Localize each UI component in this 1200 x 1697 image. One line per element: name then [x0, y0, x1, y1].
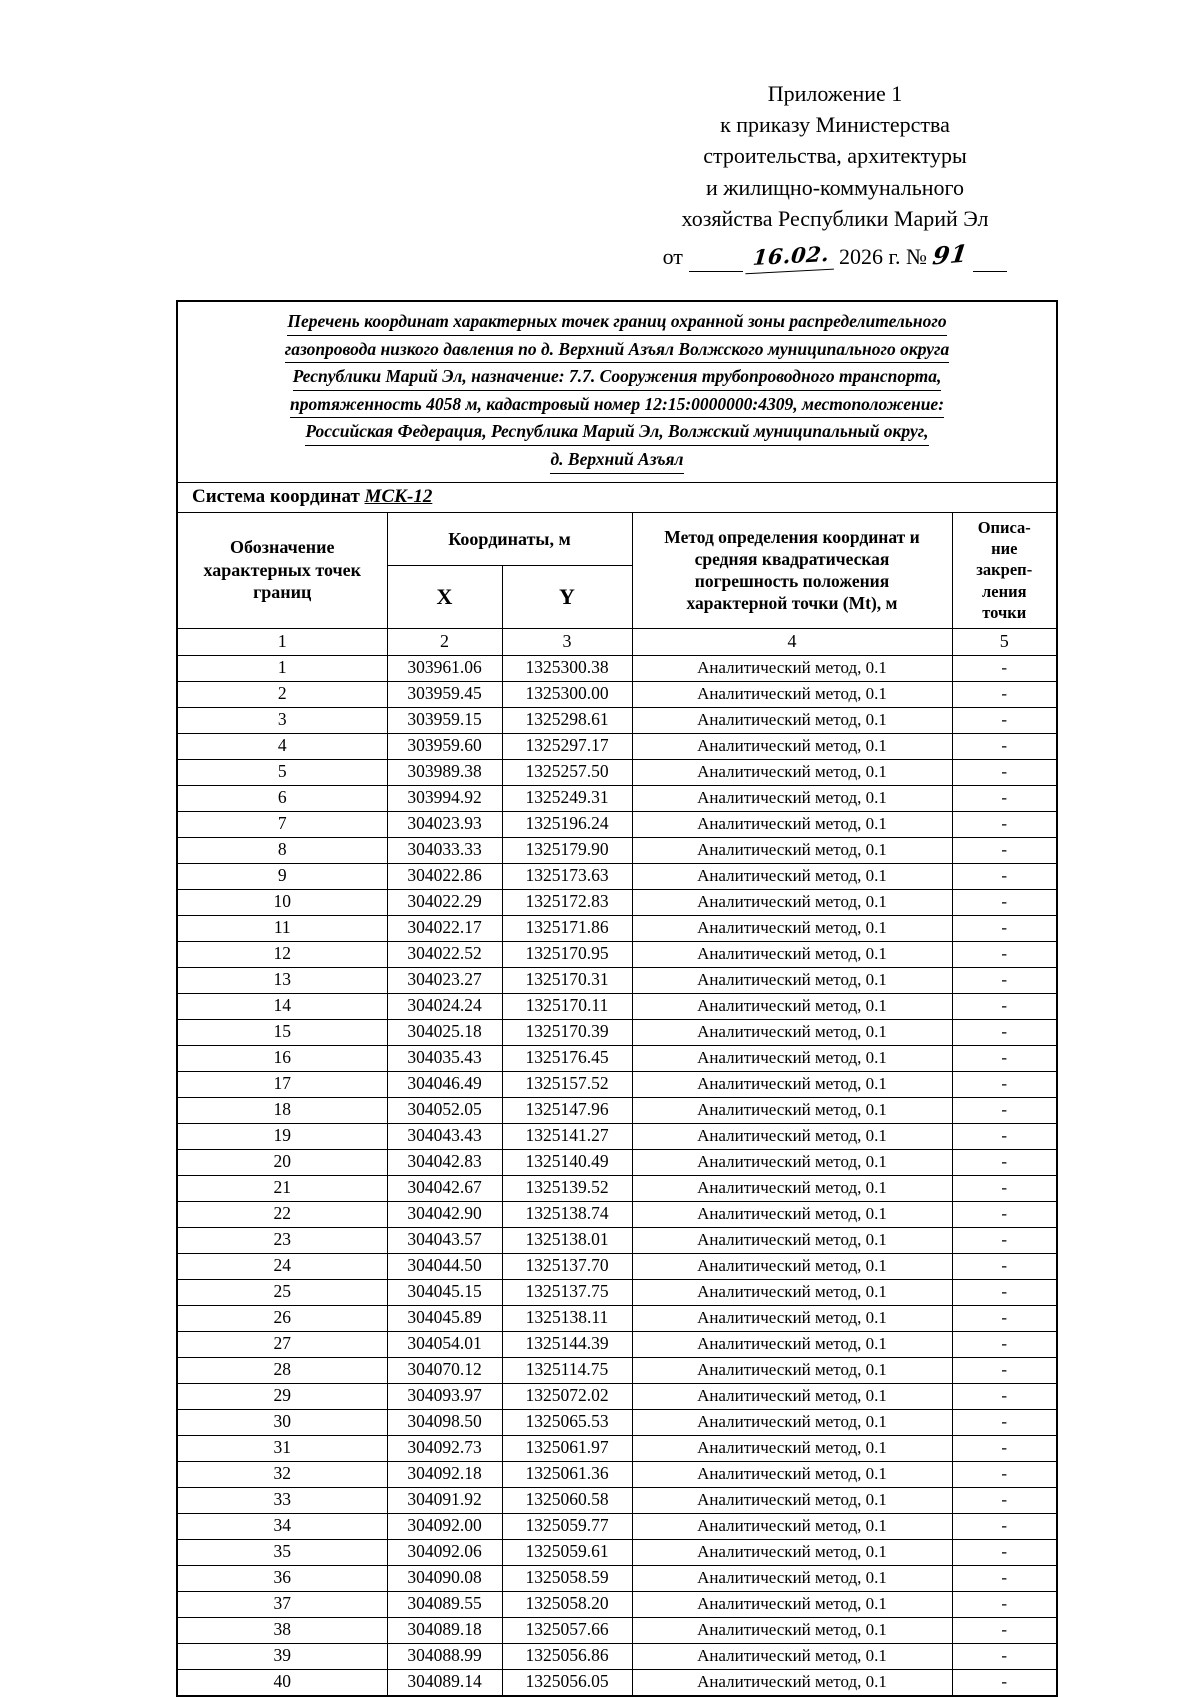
- cell-y: 1325138.01: [502, 1227, 632, 1253]
- cell-y: 1325137.75: [502, 1279, 632, 1305]
- cell-y: 1325147.96: [502, 1097, 632, 1123]
- cell-method: Аналитический метод, 0.1: [632, 1539, 952, 1565]
- cell-point-number: 32: [177, 1461, 387, 1487]
- cell-x: 304042.67: [387, 1175, 502, 1201]
- cell-y: 1325061.97: [502, 1435, 632, 1461]
- cell-x: 304042.90: [387, 1201, 502, 1227]
- cell-method: Аналитический метод, 0.1: [632, 1565, 952, 1591]
- cell-point-number: 15: [177, 1019, 387, 1045]
- cell-x: 304033.33: [387, 837, 502, 863]
- cell-method: Аналитический метод, 0.1: [632, 1617, 952, 1643]
- table-row: [177, 1175, 1057, 1201]
- cell-y: 1325297.17: [502, 733, 632, 759]
- header-description: [952, 512, 1057, 628]
- cell-method: Аналитический метод, 0.1: [632, 837, 952, 863]
- cell-description: -: [952, 1097, 1057, 1123]
- cell-x: 304090.08: [387, 1565, 502, 1591]
- cell-point-number: 6: [177, 785, 387, 811]
- cell-method: Аналитический метод, 0.1: [632, 785, 952, 811]
- table-row: [177, 863, 1057, 889]
- header-method: [632, 512, 952, 628]
- cell-point-number: 27: [177, 1331, 387, 1357]
- column-header-row-1: [177, 512, 1057, 566]
- header-designation-line-1: Обозначение: [229, 537, 335, 558]
- cell-x: 303961.06: [387, 655, 502, 681]
- cell-method: Аналитический метод, 0.1: [632, 1331, 952, 1357]
- cell-point-number: 17: [177, 1071, 387, 1097]
- column-number-4: 4: [632, 628, 952, 655]
- cell-point-number: 21: [177, 1175, 387, 1201]
- table-row: [177, 785, 1057, 811]
- table-row: [177, 1487, 1057, 1513]
- cell-point-number: 38: [177, 1617, 387, 1643]
- table-row: [177, 1643, 1057, 1669]
- cell-description: -: [952, 1669, 1057, 1696]
- table-row: [177, 1383, 1057, 1409]
- column-number-5: 5: [952, 628, 1057, 655]
- cell-y: 1325137.70: [502, 1253, 632, 1279]
- table-row: [177, 837, 1057, 863]
- cell-point-number: 25: [177, 1279, 387, 1305]
- cell-description: -: [952, 1071, 1057, 1097]
- cell-description: -: [952, 785, 1057, 811]
- column-number-1: 1: [177, 628, 387, 655]
- table-row: [177, 1123, 1057, 1149]
- cell-method: Аналитический метод, 0.1: [632, 1305, 952, 1331]
- cell-y: 1325144.39: [502, 1331, 632, 1357]
- cell-x: 304043.57: [387, 1227, 502, 1253]
- cell-y: 1325060.58: [502, 1487, 632, 1513]
- table-row: [177, 811, 1057, 837]
- cell-point-number: 18: [177, 1097, 387, 1123]
- cell-point-number: 30: [177, 1409, 387, 1435]
- cell-description: -: [952, 1019, 1057, 1045]
- cell-x: 304070.12: [387, 1357, 502, 1383]
- cell-description: -: [952, 1617, 1057, 1643]
- cell-point-number: 13: [177, 967, 387, 993]
- table-row: [177, 1201, 1057, 1227]
- cell-point-number: 20: [177, 1149, 387, 1175]
- cell-method: Аналитический метод, 0.1: [632, 681, 952, 707]
- cell-method: Аналитический метод, 0.1: [632, 1097, 952, 1123]
- cell-method: Аналитический метод, 0.1: [632, 941, 952, 967]
- cell-x: 304093.97: [387, 1383, 502, 1409]
- cell-method: Аналитический метод, 0.1: [632, 1669, 952, 1696]
- cell-x: 304089.14: [387, 1669, 502, 1696]
- header-designation-line-3: границ: [253, 582, 312, 603]
- cell-y: 1325138.11: [502, 1305, 632, 1331]
- header-description-line-3: закреп-: [976, 560, 1033, 580]
- title-line-6: д. Верхний Азъял: [550, 446, 683, 474]
- cell-point-number: 36: [177, 1565, 387, 1591]
- cell-y: 1325059.61: [502, 1539, 632, 1565]
- date-prefix-label: от: [662, 244, 683, 270]
- cell-x: 304022.29: [387, 889, 502, 915]
- cell-x: 304025.18: [387, 1019, 502, 1045]
- table-row: [177, 967, 1057, 993]
- cell-y: 1325139.52: [502, 1175, 632, 1201]
- table-row: [177, 681, 1057, 707]
- cell-x: 304052.05: [387, 1097, 502, 1123]
- cell-x: 304022.17: [387, 915, 502, 941]
- cell-x: 304089.18: [387, 1617, 502, 1643]
- table-row: [177, 1539, 1057, 1565]
- cell-description: -: [952, 655, 1057, 681]
- column-number-row: [177, 628, 1057, 655]
- cell-x: 304098.50: [387, 1409, 502, 1435]
- cell-description: -: [952, 707, 1057, 733]
- cell-method: Аналитический метод, 0.1: [632, 1227, 952, 1253]
- header-coordinates-group: Координаты, м: [387, 512, 632, 566]
- cell-x: 304046.49: [387, 1071, 502, 1097]
- header-designation-line-2: характерных точек: [203, 559, 362, 580]
- cell-y: 1325170.95: [502, 941, 632, 967]
- cell-description: -: [952, 1487, 1057, 1513]
- cell-point-number: 14: [177, 993, 387, 1019]
- cell-point-number: 33: [177, 1487, 387, 1513]
- cell-x: 304092.73: [387, 1435, 502, 1461]
- cell-x: 304045.89: [387, 1305, 502, 1331]
- table-row: [177, 1149, 1057, 1175]
- cell-description: -: [952, 1305, 1057, 1331]
- cell-description: -: [952, 1201, 1057, 1227]
- table-row: [177, 733, 1057, 759]
- cell-description: -: [952, 1539, 1057, 1565]
- title-line-2: газопровода низкого давления по д. Верхний Азъял Волжского муниципального округа: [285, 336, 949, 364]
- cell-y: 1325157.52: [502, 1071, 632, 1097]
- header-point-designation: [177, 512, 387, 628]
- table-row: [177, 1279, 1057, 1305]
- header-line-2: к приказу Министерства: [720, 112, 950, 138]
- column-number-2: 2: [387, 628, 502, 655]
- cell-description: -: [952, 1409, 1057, 1435]
- cell-point-number: 34: [177, 1513, 387, 1539]
- handwritten-date: 16.02.: [745, 239, 836, 274]
- title-line-4: протяженность 4058 м, кадастровый номер 12:15:0000000:4309, местоположение:: [290, 391, 944, 419]
- table-row: [177, 1097, 1057, 1123]
- cell-y: 1325170.11: [502, 993, 632, 1019]
- cell-description: -: [952, 1331, 1057, 1357]
- cell-point-number: 7: [177, 811, 387, 837]
- cell-method: Аналитический метод, 0.1: [632, 1591, 952, 1617]
- cell-method: Аналитический метод, 0.1: [632, 1435, 952, 1461]
- cell-x: 304043.43: [387, 1123, 502, 1149]
- cell-x: 303994.92: [387, 785, 502, 811]
- cell-point-number: 26: [177, 1305, 387, 1331]
- cell-description: -: [952, 993, 1057, 1019]
- cell-y: 1325072.02: [502, 1383, 632, 1409]
- cell-x: 304054.01: [387, 1331, 502, 1357]
- cell-point-number: 31: [177, 1435, 387, 1461]
- header-method-line-2: средняя квадратическая: [694, 549, 890, 570]
- cell-method: Аналитический метод, 0.1: [632, 1253, 952, 1279]
- cell-method: Аналитический метод, 0.1: [632, 1513, 952, 1539]
- title-line-1: Перечень координат характерных точек границ охранной зоны распределительного: [287, 308, 946, 336]
- cell-point-number: 37: [177, 1591, 387, 1617]
- table-row: [177, 707, 1057, 733]
- table-row: [177, 655, 1057, 681]
- cell-description: -: [952, 733, 1057, 759]
- cell-y: 1325196.24: [502, 811, 632, 837]
- coordinate-system-label: Система координат: [192, 485, 360, 507]
- coordinates-table: [176, 300, 1058, 1697]
- document-header: [600, 78, 1070, 272]
- cell-y: 1325172.83: [502, 889, 632, 915]
- cell-y: 1325249.31: [502, 785, 632, 811]
- order-date-line: [600, 238, 1070, 272]
- cell-description: -: [952, 941, 1057, 967]
- cell-y: 1325057.66: [502, 1617, 632, 1643]
- cell-x: 304023.27: [387, 967, 502, 993]
- cell-point-number: 1: [177, 655, 387, 681]
- cell-x: 304022.86: [387, 863, 502, 889]
- table-row: [177, 889, 1057, 915]
- cell-point-number: 2: [177, 681, 387, 707]
- number-blank-rule: [973, 253, 1007, 272]
- cell-y: 1325140.49: [502, 1149, 632, 1175]
- cell-point-number: 16: [177, 1045, 387, 1071]
- cell-method: Аналитический метод, 0.1: [632, 1279, 952, 1305]
- cell-y: 1325138.74: [502, 1201, 632, 1227]
- cell-x: 304035.43: [387, 1045, 502, 1071]
- cell-x: 304023.93: [387, 811, 502, 837]
- cell-point-number: 11: [177, 915, 387, 941]
- table-title-cell: [177, 301, 1057, 482]
- cell-y: 1325170.39: [502, 1019, 632, 1045]
- cell-x: 304045.15: [387, 1279, 502, 1305]
- table-row: [177, 941, 1057, 967]
- cell-method: Аналитический метод, 0.1: [632, 707, 952, 733]
- coordinate-system-row: [177, 482, 1057, 512]
- cell-y: 1325061.36: [502, 1461, 632, 1487]
- coordinate-system-cell: [177, 482, 1057, 512]
- table-row: [177, 1019, 1057, 1045]
- cell-y: 1325170.31: [502, 967, 632, 993]
- cell-point-number: 28: [177, 1357, 387, 1383]
- cell-x: 304024.24: [387, 993, 502, 1019]
- cell-description: -: [952, 1461, 1057, 1487]
- header-line-4: и жилищно-коммунального: [705, 174, 965, 200]
- cell-description: -: [952, 1227, 1057, 1253]
- cell-description: -: [952, 1357, 1057, 1383]
- cell-method: Аналитический метод, 0.1: [632, 1357, 952, 1383]
- cell-method: Аналитический метод, 0.1: [632, 889, 952, 915]
- cell-method: Аналитический метод, 0.1: [632, 1409, 952, 1435]
- cell-description: -: [952, 967, 1057, 993]
- cell-description: -: [952, 681, 1057, 707]
- header-description-line-5: точки: [982, 603, 1027, 623]
- cell-x: 303989.38: [387, 759, 502, 785]
- cell-description: -: [952, 1149, 1057, 1175]
- table-row: [177, 1565, 1057, 1591]
- date-blank-rule: [689, 251, 743, 272]
- cell-point-number: 9: [177, 863, 387, 889]
- cell-y: 1325065.53: [502, 1409, 632, 1435]
- cell-point-number: 3: [177, 707, 387, 733]
- cell-point-number: 39: [177, 1643, 387, 1669]
- handwritten-order-number: 91: [931, 238, 970, 271]
- table-row: [177, 1045, 1057, 1071]
- title-line-3: Республики Марий Эл, назначение: 7.7. Сооружения трубопроводного транспорта,: [293, 363, 942, 391]
- cell-point-number: 35: [177, 1539, 387, 1565]
- cell-method: Аналитический метод, 0.1: [632, 993, 952, 1019]
- header-method-line-3: погрешность положения: [694, 571, 890, 592]
- header-method-line-1: Метод определения координат и: [664, 527, 920, 548]
- cell-method: Аналитический метод, 0.1: [632, 1149, 952, 1175]
- cell-point-number: 5: [177, 759, 387, 785]
- table-row: [177, 1227, 1057, 1253]
- cell-method: Аналитический метод, 0.1: [632, 1071, 952, 1097]
- cell-method: Аналитический метод, 0.1: [632, 1461, 952, 1487]
- cell-point-number: 24: [177, 1253, 387, 1279]
- table-row: [177, 1435, 1057, 1461]
- cell-description: -: [952, 811, 1057, 837]
- cell-description: -: [952, 1045, 1057, 1071]
- header-method-line-4: характерной точки (Mt), м: [686, 593, 898, 614]
- header-description-line-4: ления: [981, 581, 1027, 601]
- header-line-5: хозяйства Республики Марий Эл: [681, 205, 989, 231]
- cell-method: Аналитический метод, 0.1: [632, 1383, 952, 1409]
- cell-description: -: [952, 889, 1057, 915]
- cell-x: 303959.60: [387, 733, 502, 759]
- cell-x: 304092.00: [387, 1513, 502, 1539]
- cell-method: Аналитический метод, 0.1: [632, 1201, 952, 1227]
- cell-x: 304092.18: [387, 1461, 502, 1487]
- cell-method: Аналитический метод, 0.1: [632, 967, 952, 993]
- table-row: [177, 1305, 1057, 1331]
- table-row: [177, 759, 1057, 785]
- cell-method: Аналитический метод, 0.1: [632, 1045, 952, 1071]
- cell-point-number: 40: [177, 1669, 387, 1696]
- table-row: [177, 1357, 1057, 1383]
- cell-y: 1325114.75: [502, 1357, 632, 1383]
- table-row: [177, 1513, 1057, 1539]
- cell-x: 303959.45: [387, 681, 502, 707]
- table-row: [177, 1253, 1057, 1279]
- cell-y: 1325257.50: [502, 759, 632, 785]
- cell-description: -: [952, 1565, 1057, 1591]
- table-row: [177, 1669, 1057, 1696]
- cell-point-number: 29: [177, 1383, 387, 1409]
- title-line-5: Российская Федерация, Республика Марий Эл, Волжский муниципальный округ,: [305, 418, 928, 446]
- cell-y: 1325179.90: [502, 837, 632, 863]
- cell-y: 1325300.00: [502, 681, 632, 707]
- cell-description: -: [952, 915, 1057, 941]
- cell-description: -: [952, 1591, 1057, 1617]
- cell-description: -: [952, 1175, 1057, 1201]
- cell-method: Аналитический метод, 0.1: [632, 759, 952, 785]
- cell-y: 1325173.63: [502, 863, 632, 889]
- cell-method: Аналитический метод, 0.1: [632, 915, 952, 941]
- coordinate-system-value: МСК-12: [364, 485, 433, 507]
- cell-x: 303959.15: [387, 707, 502, 733]
- cell-method: Аналитический метод, 0.1: [632, 1643, 952, 1669]
- coordinates-rows-host: [177, 655, 1057, 1696]
- table-row: [177, 1617, 1057, 1643]
- cell-x: 304042.83: [387, 1149, 502, 1175]
- table-row: [177, 1071, 1057, 1097]
- cell-y: 1325176.45: [502, 1045, 632, 1071]
- cell-method: Аналитический метод, 0.1: [632, 655, 952, 681]
- cell-description: -: [952, 1123, 1057, 1149]
- table-row: [177, 1591, 1057, 1617]
- cell-description: -: [952, 1643, 1057, 1669]
- table-title-row: [177, 301, 1057, 482]
- cell-y: 1325298.61: [502, 707, 632, 733]
- header-x: X: [387, 566, 502, 628]
- cell-point-number: 22: [177, 1201, 387, 1227]
- cell-y: 1325058.59: [502, 1565, 632, 1591]
- cell-y: 1325056.86: [502, 1643, 632, 1669]
- cell-y: 1325300.38: [502, 655, 632, 681]
- cell-y: 1325059.77: [502, 1513, 632, 1539]
- cell-method: Аналитический метод, 0.1: [632, 1019, 952, 1045]
- cell-description: -: [952, 1435, 1057, 1461]
- cell-x: 304044.50: [387, 1253, 502, 1279]
- coordinates-table-container: [176, 300, 1056, 1697]
- cell-point-number: 19: [177, 1123, 387, 1149]
- cell-description: -: [952, 837, 1057, 863]
- cell-method: Аналитический метод, 0.1: [632, 1487, 952, 1513]
- cell-description: -: [952, 1383, 1057, 1409]
- header-description-line-1: Описа-: [977, 517, 1031, 537]
- cell-description: -: [952, 1253, 1057, 1279]
- cell-description: -: [952, 1279, 1057, 1305]
- cell-x: 304091.92: [387, 1487, 502, 1513]
- header-line-3: строительства, архитектуры: [703, 143, 967, 169]
- cell-method: Аналитический метод, 0.1: [632, 1123, 952, 1149]
- cell-point-number: 12: [177, 941, 387, 967]
- cell-y: 1325141.27: [502, 1123, 632, 1149]
- cell-x: 304092.06: [387, 1539, 502, 1565]
- cell-method: Аналитический метод, 0.1: [632, 1175, 952, 1201]
- header-description-line-2: ние: [991, 539, 1018, 558]
- cell-x: 304022.52: [387, 941, 502, 967]
- table-row: [177, 1409, 1057, 1435]
- cell-point-number: 23: [177, 1227, 387, 1253]
- cell-x: 304088.99: [387, 1643, 502, 1669]
- header-line-1: Приложение 1: [767, 81, 903, 106]
- cell-y: 1325056.05: [502, 1669, 632, 1696]
- cell-y: 1325058.20: [502, 1591, 632, 1617]
- table-row: [177, 915, 1057, 941]
- cell-method: Аналитический метод, 0.1: [632, 733, 952, 759]
- column-number-3: 3: [502, 628, 632, 655]
- cell-x: 304089.55: [387, 1591, 502, 1617]
- table-row: [177, 1461, 1057, 1487]
- cell-y: 1325171.86: [502, 915, 632, 941]
- cell-point-number: 10: [177, 889, 387, 915]
- cell-description: -: [952, 1513, 1057, 1539]
- order-year-label: 2026 г. №: [838, 244, 928, 270]
- cell-description: -: [952, 863, 1057, 889]
- cell-point-number: 8: [177, 837, 387, 863]
- header-y: Y: [502, 566, 632, 628]
- cell-description: -: [952, 759, 1057, 785]
- cell-method: Аналитический метод, 0.1: [632, 863, 952, 889]
- table-row: [177, 1331, 1057, 1357]
- cell-method: Аналитический метод, 0.1: [632, 811, 952, 837]
- cell-point-number: 4: [177, 733, 387, 759]
- table-row: [177, 993, 1057, 1019]
